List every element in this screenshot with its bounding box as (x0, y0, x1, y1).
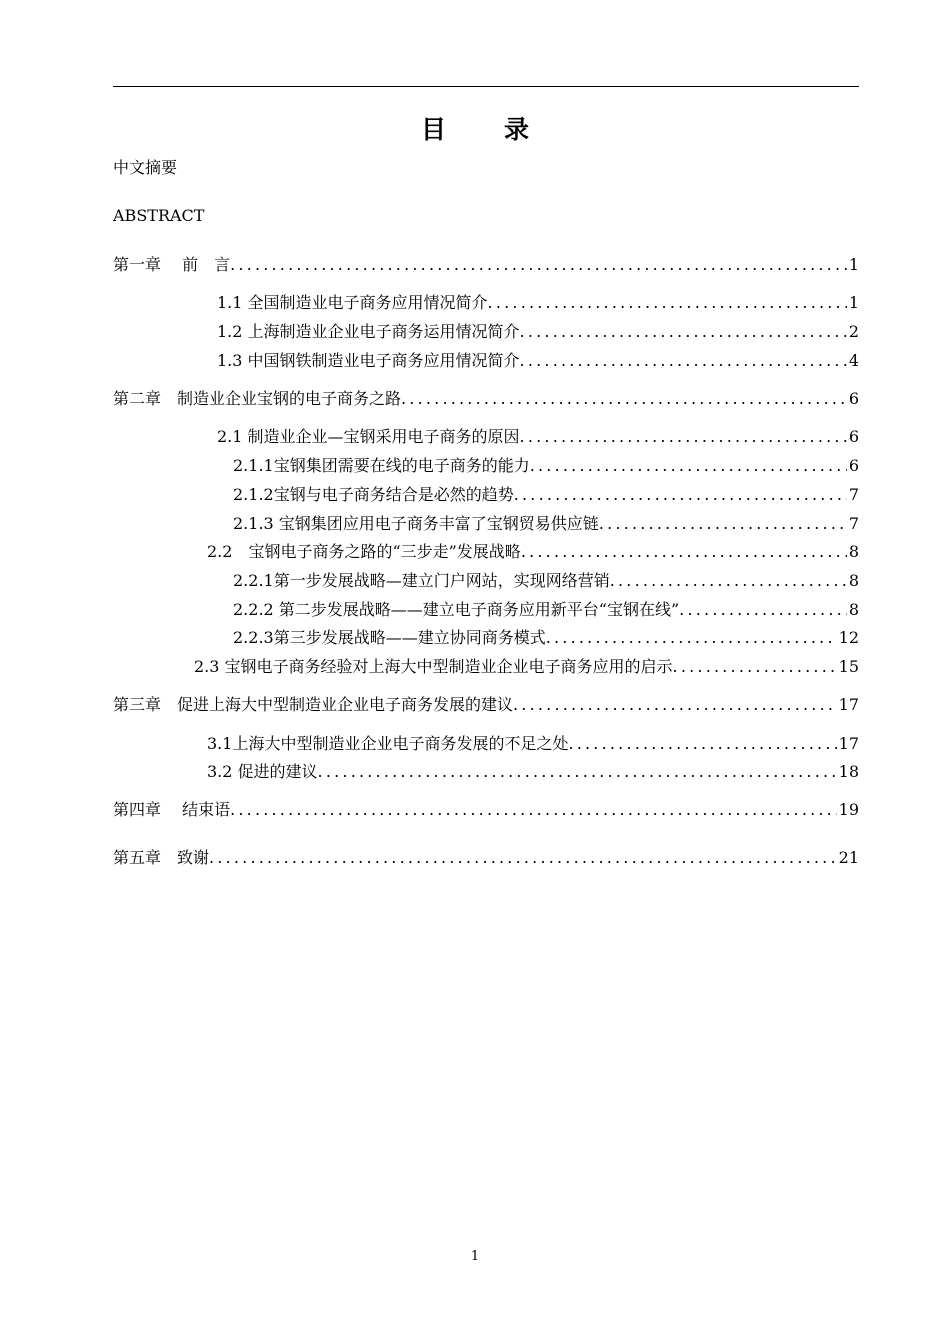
toc-entry-page: 19 (838, 800, 859, 819)
toc-entry-page: 1 (848, 255, 859, 274)
toc-entry-label: 2.2 宝钢电子商务之路的“三步走”发展战略 (207, 542, 521, 561)
toc-leader-dots (530, 455, 847, 477)
toc-entry-label: 2.1.1宝钢集团需要在线的电子商务的能力 (233, 456, 530, 475)
toc-entry-label: 2.2.1第一步发展战略—建立门户网站，实现网络营销 (233, 571, 610, 590)
toc-entry-page: 21 (838, 848, 859, 867)
toc-leader-dots (318, 761, 837, 783)
summary-cn-heading: 中文摘要 (113, 158, 178, 177)
toc-entry[interactable] (217, 350, 859, 372)
toc-entry-page: 8 (848, 542, 859, 561)
toc-leader-dots (401, 388, 847, 410)
page-number: 1 (470, 1249, 480, 1264)
toc-entry-label: 第四章 结束语 (113, 800, 231, 819)
toc-entry-page: 8 (848, 600, 859, 619)
toc-entry[interactable] (113, 847, 859, 869)
toc-entry-label: 3.1上海大中型制造业企业电子商务发展的不足之处 (207, 734, 569, 753)
toc-entry[interactable] (207, 761, 859, 783)
toc-entry-page: 6 (848, 456, 859, 475)
toc-entry-label: 2.1.3 宝钢集团应用电子商务丰富了宝钢贸易供应链 (233, 514, 599, 533)
toc-entry-label: 第一章 前 言 (113, 255, 231, 274)
toc-entry-page: 6 (848, 389, 859, 408)
toc-entry-label: 2.2.2 第二步发展战略——建立电子商务应用新平台“宝钢在线” (233, 600, 680, 619)
toc-entry-page: 2 (848, 322, 859, 341)
toc-leader-dots (230, 254, 847, 276)
toc-leader-dots (513, 694, 837, 716)
toc-entry[interactable] (217, 292, 859, 314)
toc-leader-dots (520, 426, 847, 448)
toc-leader-dots (520, 350, 847, 372)
toc-entry-label: 第三章 促进上海大中型制造业企业电子商务发展的建议 (113, 695, 514, 714)
toc-leader-dots (568, 733, 836, 755)
toc-leader-dots (488, 292, 847, 314)
toc-leader-dots (230, 799, 837, 821)
toc-entry[interactable] (217, 321, 859, 343)
toc-entry[interactable] (113, 694, 859, 716)
toc-entry-page: 15 (838, 657, 859, 676)
toc-entry-label: 3.2 促进的建议 (207, 762, 318, 781)
toc-entry[interactable] (113, 799, 859, 821)
toc-entry[interactable] (207, 541, 859, 563)
toc-entry-label: 第五章 致谢 (113, 848, 210, 867)
toc-entry[interactable] (194, 656, 859, 678)
toc-entry-page: 7 (848, 485, 859, 504)
toc-entry[interactable] (233, 455, 859, 477)
toc-entry[interactable] (233, 627, 859, 649)
abstract-heading: ABSTRACT (113, 206, 205, 225)
toc-leader-dots (521, 541, 847, 563)
toc-entry-page: 6 (848, 427, 859, 446)
toc-entry[interactable] (233, 484, 859, 506)
toc-entry[interactable] (233, 570, 859, 592)
toc-entry-page: 7 (848, 514, 859, 533)
toc-entry-page: 18 (838, 762, 859, 781)
toc-leader-dots (209, 847, 837, 869)
toc-leader-dots (610, 570, 847, 592)
toc-entry-label: 2.1 制造业企业—宝钢采用电子商务的原因 (217, 427, 520, 446)
toc-leader-dots (520, 321, 847, 343)
toc-entry-label: 1.3 中国钢铁制造业电子商务应用情况简介 (217, 351, 520, 370)
toc-entry-page: 8 (848, 571, 859, 590)
page-title: 目录 (420, 115, 587, 144)
toc-entry-page: 1 (848, 293, 859, 312)
toc-entry[interactable] (113, 254, 859, 276)
header-rule (113, 86, 859, 87)
toc-entry[interactable] (233, 513, 859, 535)
toc-entry[interactable] (217, 426, 859, 448)
toc-entry-label: 2.2.3第三步发展战略——建立协同商务模式 (233, 628, 546, 647)
toc-leader-dots (679, 599, 847, 621)
toc-entry-page: 12 (838, 628, 859, 647)
toc-entry-label: 2.1.2宝钢与电子商务结合是必然的趋势 (233, 485, 514, 504)
toc-entry-page: 17 (838, 734, 859, 753)
toc-leader-dots (673, 656, 837, 678)
toc-entry[interactable] (113, 388, 859, 410)
toc-entry-label: 1.2 上海制造业企业电子商务运用情况简介 (217, 322, 520, 341)
toc-entry-label: 第二章 制造业企业宝钢的电子商务之路 (113, 389, 402, 408)
toc-leader-dots (514, 484, 847, 506)
toc-leader-dots (599, 513, 847, 535)
toc-entry-page: 17 (838, 695, 859, 714)
toc-entry-label: 2.3 宝钢电子商务经验对上海大中型制造业企业电子商务应用的启示 (194, 657, 673, 676)
toc-entry-page: 4 (848, 351, 859, 370)
toc-entry[interactable] (207, 733, 859, 755)
toc-leader-dots (546, 627, 837, 649)
toc-entry-label: 1.1 全国制造业电子商务应用情况简介 (217, 293, 488, 312)
toc-entry[interactable] (233, 599, 859, 621)
